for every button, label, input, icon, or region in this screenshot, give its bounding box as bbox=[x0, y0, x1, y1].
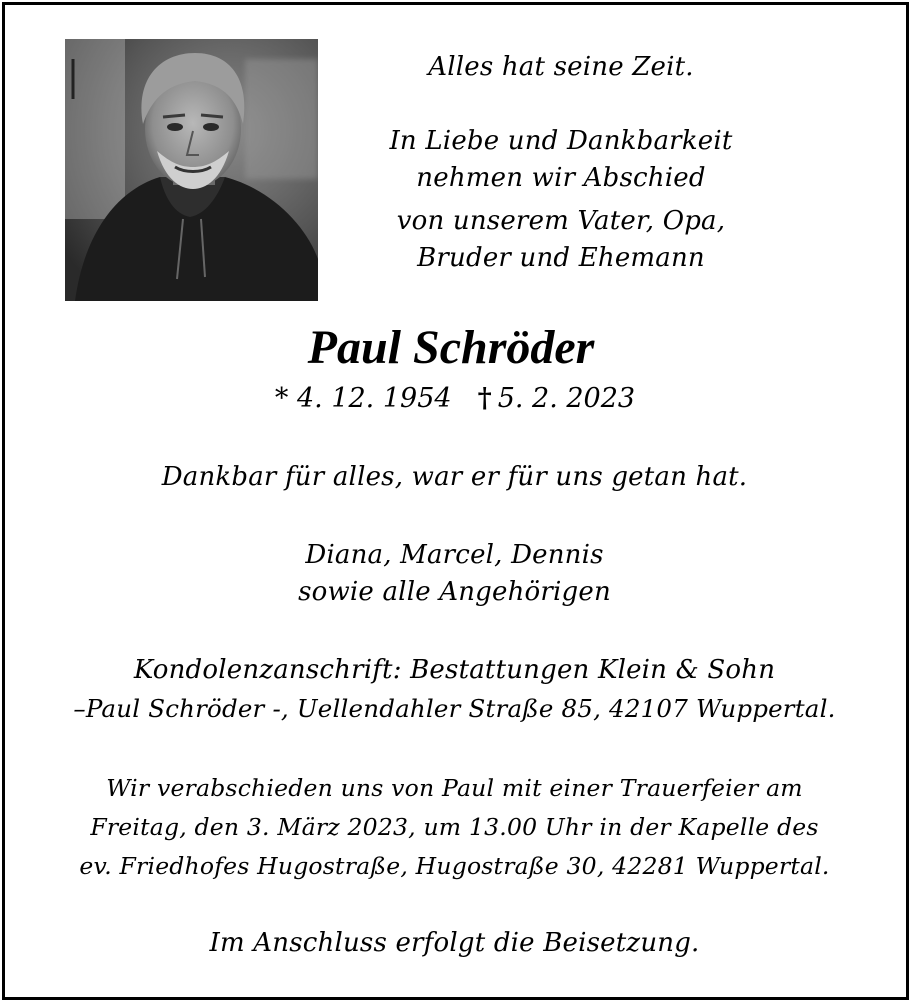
portrait-photo bbox=[65, 39, 318, 301]
condolence-line-1: Kondolenzanschrift: Bestattungen Klein & Sohn bbox=[133, 655, 776, 685]
motto: Alles hat seine Zeit. bbox=[428, 52, 694, 82]
ceremony-line-1: Wir verabschieden uns von Paul mit einer Trauerfeier am bbox=[106, 774, 803, 802]
intro-line-3: von unserem Vater, Opa, bbox=[396, 206, 726, 236]
closing-line: Im Anschluss erfolgt die Beisetzung. bbox=[209, 928, 700, 958]
life-dates bbox=[220, 383, 690, 415]
family-line-1: Diana, Marcel, Dennis bbox=[305, 540, 604, 570]
cross-icon: † bbox=[477, 383, 492, 414]
gratitude-line: Dankbar für alles, war er für uns getan hat. bbox=[161, 462, 748, 492]
ceremony-line-2: Freitag, den 3. März 2023, um 13.00 Uhr in der Kapelle des bbox=[90, 813, 819, 841]
intro-line-1: In Liebe und Dankbarkeit bbox=[389, 126, 733, 156]
ceremony-line-3: ev. Friedhofes Hugostraße, Hugostraße 30, 42281 Wuppertal. bbox=[79, 852, 830, 880]
condolence-line-2: –Paul Schröder -, Uellendahler Straße 85, 42107 Wuppertal. bbox=[73, 694, 836, 723]
birth-date: * 4. 12. 1954 bbox=[274, 383, 452, 414]
intro-line-2: nehmen wir Abschied bbox=[416, 163, 706, 193]
deceased-name: Paul Schröder bbox=[307, 321, 595, 374]
family-line-2: sowie alle Angehörigen bbox=[298, 577, 611, 607]
intro-line-4: Bruder und Ehemann bbox=[417, 243, 705, 273]
death-date: 5. 2. 2023 bbox=[497, 383, 636, 414]
